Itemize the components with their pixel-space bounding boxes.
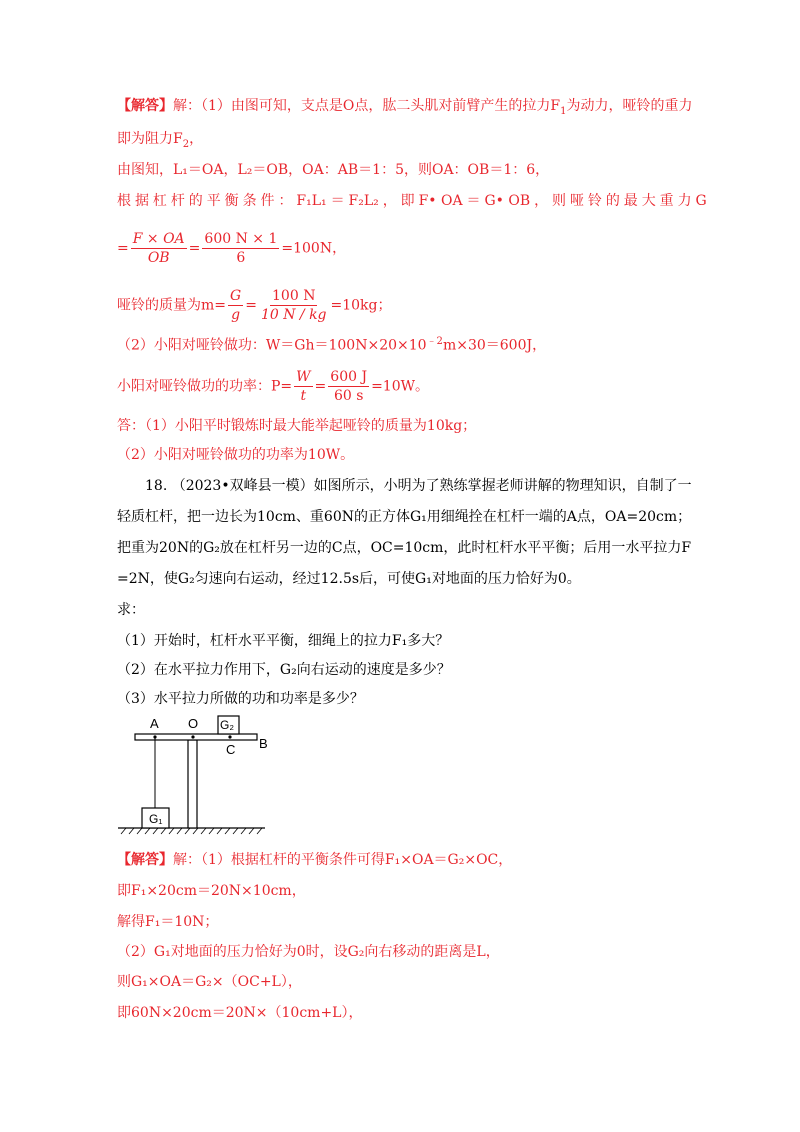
answer2-line6: 即60N×20cm＝20N×（10cm+L）， [117,1005,363,1021]
question-2: （2）在水平拉力作用下，G₂向右运动的速度是多少？ [117,662,451,678]
answer2-line1: 【解答】解：（1）根据杠杆的平衡条件可得F₁×OA＝G₂×OC， [117,852,513,868]
point-a [153,735,156,738]
answer1-line4-word: F₂L₂ [348,193,379,209]
label-b: B [259,736,268,751]
answer2-line4: （2）G₁对地面的压力恰好为0时，设G₂向右移动的距离是L， [117,944,500,960]
fraction-600-over-6: $\frac{600 N \times 1}{6}$ [204,231,278,266]
answer2-label: 【解答】 [117,852,173,868]
answer1-text1b: 为动力，哑铃的重力 [566,98,693,114]
label-c: C [226,742,236,757]
equation-mass: 哑铃的质量为m= $\frac{G}{g}$ = $\frac{100 N}{10 N / kg}$ =10kg； [117,288,392,323]
answer1-line4-word: 力 [677,193,692,209]
problem18-ask: 求： [117,602,145,618]
answer1-line4-word: G [695,193,707,209]
label-g1: G₁ [149,812,163,826]
answer1-line4-word: G• OB [484,193,531,209]
label-o: O [188,716,199,731]
fraction-f-oa-over-ob: $\frac{F \times OA}{OB}$ [132,231,185,266]
problem18-line3: 把重为20N的G₂放在杠杆另一边的C点，OC=10cm，此时杠杆水平平衡；后用一水平拉力F [117,540,692,556]
answer1-text2: 即为阻力F [117,131,183,147]
answer1-line1: 【解答】解：（1）由图可知，支点是O点，肱二头肌对前臂产生的拉力$F_1$为动力，哑铃的重力 [117,98,693,117]
answer1-line4-word: ＝ [330,193,345,209]
answer1-line3: 由图知，L₁＝OA，L₂＝OB，OA：AB＝1：5，则OA：OB＝1：6， [117,162,550,178]
answer1-line4-word: 条 [242,193,257,209]
answer1-line4-word: ， [534,193,549,209]
final-answer-1: 答：（1）小阳平时锻炼时最大能举起哑铃的质量为10kg； [117,418,477,434]
problem18-line1: 18. （2023•双峰县一模）如图所示，小明为了熟练掌握老师讲解的物理知识，自制了一 [145,478,692,494]
answer1-line4-word: 即 [400,193,415,209]
answer1-line4-word: 铃 [587,193,602,209]
answer2-line3: 解得F₁＝10N； [117,914,219,930]
question-1: （1）开始时，杠杆水平平衡，细绳上的拉力F₁多大？ [117,633,450,649]
answer1-line4-word: F• OA [418,193,463,209]
answer2-line2: 即F₁×20cm＝20N×10cm， [117,883,306,899]
ground-hatching [121,828,262,834]
equation-power: 小阳对哑铃做功的功率：P= $\frac{W}{t}$ = $\frac{600 J}{60 s}$ =10W。 [117,369,430,404]
point-c [228,735,231,738]
answer1-line4-word: 杠 [152,193,167,209]
answer1-text1: 解：（1）由图可知，支点是O点，肱二头肌对前臂产生的拉力F [173,98,561,114]
answer1-line4-word: 最 [623,193,638,209]
lever-bar [135,734,257,740]
answer1-line4 [117,191,707,211]
answer2-line5: 则G₁×OA＝G₂×（OC+L）， [117,974,302,990]
answer1-line4-word: 平 [206,193,221,209]
label-g2: G₂ [220,718,234,732]
lever-diagram [113,712,273,837]
answer1-line4-word: 杆 [170,193,185,209]
answer1-line4-word: ， [382,193,397,209]
answer1-line4-word: ： [278,193,293,209]
equation-max-weight: = $\frac{F \times OA}{OB}$ = $\frac{600 N \times 1}{6}$ =100N， [117,231,347,266]
answer1-line2: 即为阻力$F_2$， [117,131,204,150]
problem18-line2: 轻质杠杆，把一边长为10cm、重60N的正方体G₁用细绳拴在杠杆一端的A点，OA=20cm； [117,509,692,525]
problem18-line4: =2N，使G₂匀速向右运动，经过12.5s后，可使G₁对地面的压力恰好为0。 [117,571,581,587]
answer1-line4-word: ＝ [466,193,481,209]
label-a: A [150,716,159,731]
answer1-line4-word: 根 [117,193,131,209]
answer1-line4-word: 哑 [569,193,584,209]
answer1-line4-word: 件 [260,193,275,209]
answer1-line4-word: F₁L₁ [296,193,327,209]
answer1-line4-word: 重 [659,193,674,209]
answer-label: 【解答】 [117,98,173,114]
answer1-line4-word: 的 [188,193,203,209]
answer1-line4-word: 大 [641,193,656,209]
answer1-line4-word: 衡 [224,193,239,209]
final-answer-2: （2）小阳对哑铃做功的功率为10W。 [117,447,355,463]
answer1-line4-word: 的 [605,193,620,209]
pivot-point [191,735,194,738]
question-3: （3）水平拉力所做的功和功率是多少？ [117,691,364,707]
answer1-line4-word: 则 [552,193,566,209]
support-post [188,740,197,828]
answer1-line4-word: 据 [134,193,149,209]
equation-work: （2）小阳对哑铃做功：$W=Gh=100N\times 20\times 10^{﹣2}m\times 30=600J$， [117,336,547,354]
